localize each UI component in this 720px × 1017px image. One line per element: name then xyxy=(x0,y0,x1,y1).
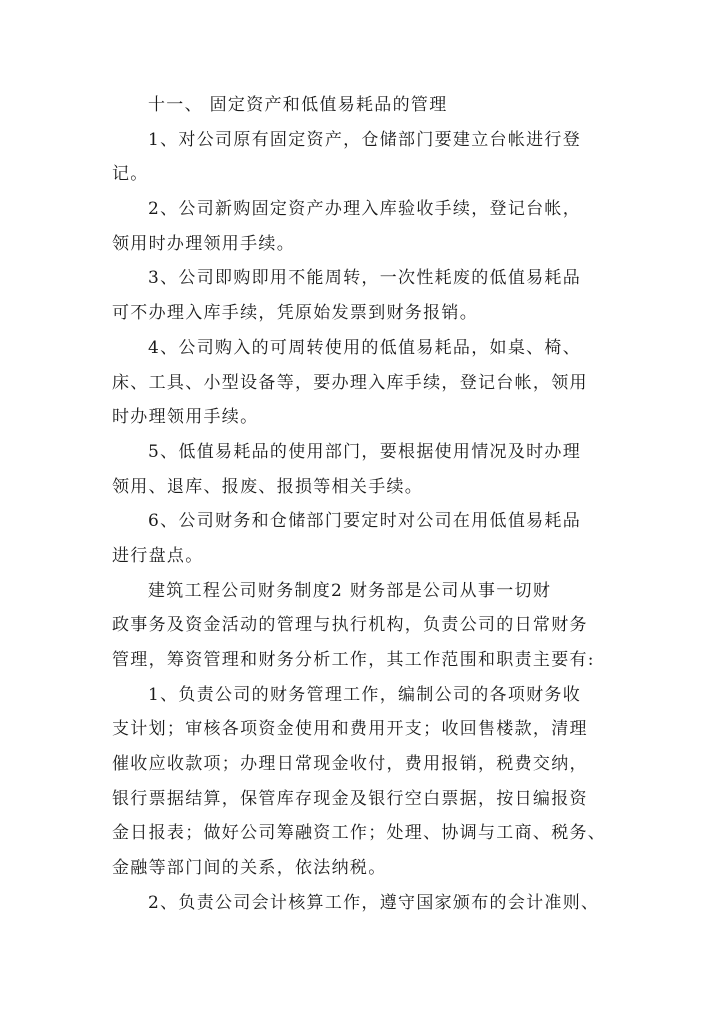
paragraph-line: 银行票据结算，保管库存现金及银行空白票据，按日编报资 xyxy=(112,788,588,809)
paragraph-line: 6、公司财务和仓储部门要定时对公司在用低值易耗品 xyxy=(148,511,582,532)
paragraph-line: 5、低值易耗品的使用部门，要根据使用情况及时办理 xyxy=(148,441,582,462)
paragraph-line: 领用时办理领用手续。 xyxy=(112,233,295,254)
paragraph-line: 3、公司即购即用不能周转，一次性耗废的低值易耗品 xyxy=(148,268,582,289)
paragraph-line: 领用、退库、报废、报损等相关手续。 xyxy=(112,476,424,497)
paragraph-line: 金日报表；做好公司筹融资工作；处理、协调与工商、税务、 xyxy=(112,823,607,844)
paragraph-line: 时办理领用手续。 xyxy=(112,407,259,428)
paragraph-line: 管理，筹资管理和财务分析工作，其工作范围和职责主要有: xyxy=(112,650,595,670)
paragraph-line: 支计划；审核各项资金使用和费用开支；收回售楼款，清理 xyxy=(112,719,588,740)
paragraph-line: 催收应收款项；办理日常现金收付，费用报销，税费交纳， xyxy=(112,754,588,775)
paragraph-line: 可不办理入库手续，凭原始发票到财务报销。 xyxy=(112,303,478,324)
paragraph-line: 床、工具、小型设备等，要办理入库手续，登记台帐，领用 xyxy=(112,372,588,393)
paragraph-line: 政事务及资金活动的管理与执行机构，负责公司的日常财务 xyxy=(112,615,588,636)
paragraph-line: 记。 xyxy=(112,164,149,185)
document-body xyxy=(112,88,632,921)
paragraph-line: 1、负责公司的财务管理工作，编制公司的各项财务收 xyxy=(148,684,582,705)
paragraph-line: 2、公司新购固定资产办理入库验收手续，登记台帐， xyxy=(148,199,582,220)
paragraph-line: 金融等部门间的关系，依法纳税。 xyxy=(112,858,387,879)
section-heading: 十一、 固定资产和低值易耗品的管理 xyxy=(148,95,448,115)
paragraph-line: 1、对公司原有固定资产，仓储部门要建立台帐进行登 xyxy=(148,129,582,150)
paragraph-line: 进行盘点。 xyxy=(112,545,204,566)
paragraph-line: 建筑工程公司财务制度2 财务部是公司从事一切财 xyxy=(148,580,552,601)
paragraph-line: 4、公司购入的可周转使用的低值易耗品，如桌、椅、 xyxy=(148,337,582,358)
paragraph-line: 2、负责公司会计核算工作，遵守国家颁布的会计准则、 xyxy=(148,892,600,913)
